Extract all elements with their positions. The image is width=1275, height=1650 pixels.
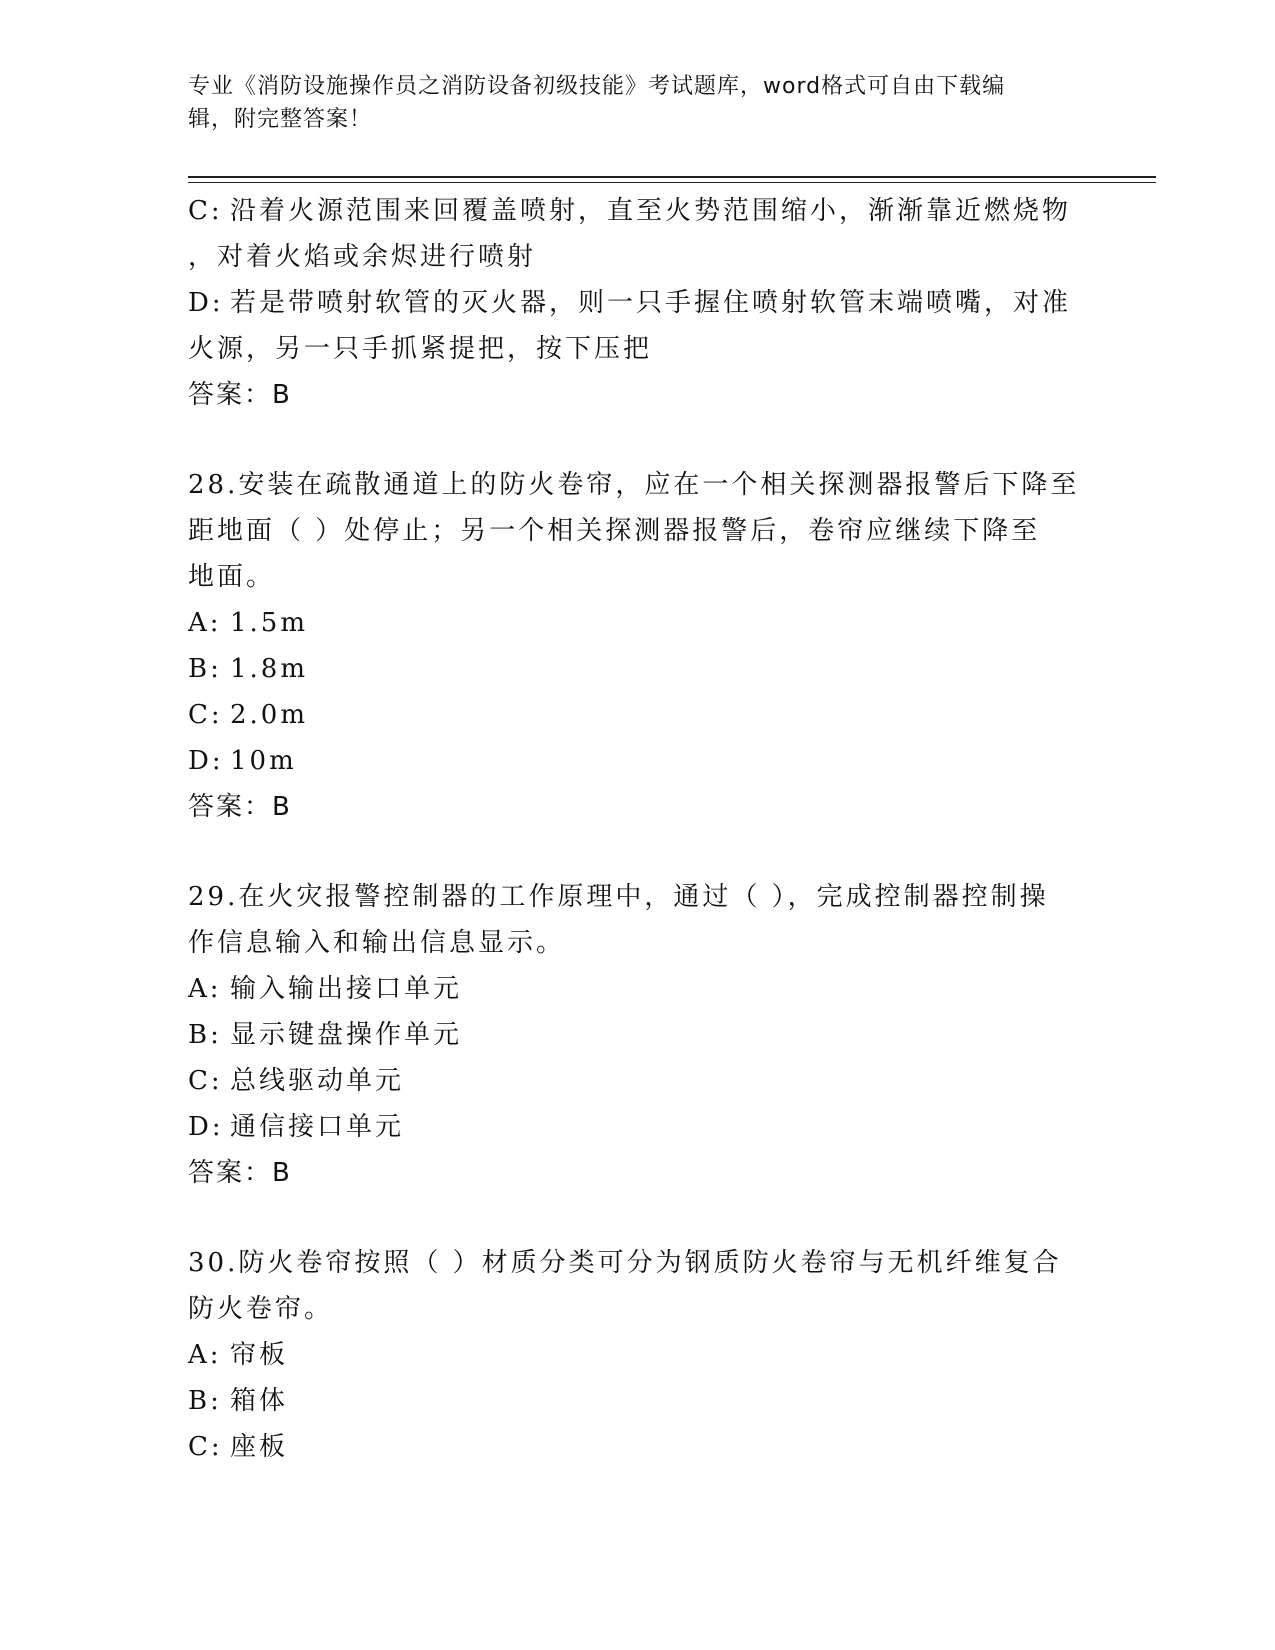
option-label: D: [188,746,224,776]
option-text: 1.8m [230,654,309,684]
option-c-line-1 [188,188,1078,234]
question-30 [188,1240,1078,1470]
option-label: C: [188,1066,223,1096]
question-stem-line: 作信息输入和输出信息显示。 [188,928,566,958]
option-text: 若是带喷射软管的灭火器，则一只手握住喷射软管末端喷嘴，对准 [230,288,1072,318]
option-label: A: [188,608,222,638]
spacer [188,1196,1078,1240]
answer-29: 答案：B [188,1158,292,1188]
option-label: A: [188,1340,222,1370]
option-text: 1.5m [230,608,309,638]
option-b [188,1012,1078,1058]
option-c [188,1058,1078,1104]
option-label: D: [188,1112,224,1142]
option-a [188,966,1078,1012]
option-c [188,692,1078,738]
option-label: B: [188,1386,222,1416]
option-label: D: [188,288,224,318]
header-line-2: 辑，附完整答案！ [188,107,373,132]
question-27-continuation [188,188,1078,418]
question-stem-line: 防火卷帘。 [188,1294,334,1324]
option-c [188,1424,1078,1470]
option-text: 沿着火源范围来回覆盖喷射，直至火势范围缩小，渐渐靠近燃烧物 [230,196,1072,226]
option-label: C: [188,700,223,730]
question-stem-line: 30.防火卷帘按照（ ）材质分类可分为钢质防火卷帘与无机纤维复合 [188,1248,1062,1278]
option-a [188,600,1078,646]
option-text: 通信接口单元 [230,1112,405,1142]
question-stem-line: 28.安装在疏散通道上的防火卷帘，应在一个相关探测器报警后下降至 [188,470,1080,500]
option-text: 2.0m [230,700,309,730]
option-c-line-2: ，对着火焰或余烬进行喷射 [188,242,537,272]
question-content [188,188,1078,1470]
option-label: C: [188,196,223,226]
question-stem-line: 距地面（ ）处停止；另一个相关探测器报警后，卷帘应继续下降至 [188,516,1041,546]
question-stem-line: 地面。 [188,562,276,592]
header-divider-thick [188,176,1156,178]
header-divider-thin [188,182,1156,183]
option-label: B: [188,654,222,684]
option-text: 帘板 [230,1340,289,1370]
option-text: 箱体 [230,1386,289,1416]
option-b [188,1378,1078,1424]
option-a [188,1332,1078,1378]
option-b [188,646,1078,692]
option-d-line-1 [188,280,1078,326]
spacer [188,418,1078,462]
option-text: 输入输出接口单元 [230,974,463,1004]
question-stem-line: 29.在火灾报警控制器的工作原理中，通过（ ），完成控制器控制操 [188,882,1049,912]
option-text: 总线驱动单元 [230,1066,405,1096]
answer-28: 答案：B [188,792,292,822]
option-d [188,738,1078,784]
option-label: C: [188,1432,223,1462]
option-d-line-2: 火源，另一只手抓紧提把，按下压把 [188,334,653,364]
spacer [188,830,1078,874]
question-29 [188,874,1078,1196]
option-label: B: [188,1020,222,1050]
option-text: 显示键盘操作单元 [230,1020,463,1050]
option-text: 座板 [230,1432,289,1462]
header-line-1: 专业《消防设施操作员之消防设备初级技能》考试题库，word格式可自由下载编 [188,74,1006,99]
question-28 [188,462,1078,830]
option-d [188,1104,1078,1150]
answer-27: 答案：B [188,380,292,410]
document-header [188,70,1078,136]
option-label: A: [188,974,222,1004]
option-text: 10m [230,746,297,776]
